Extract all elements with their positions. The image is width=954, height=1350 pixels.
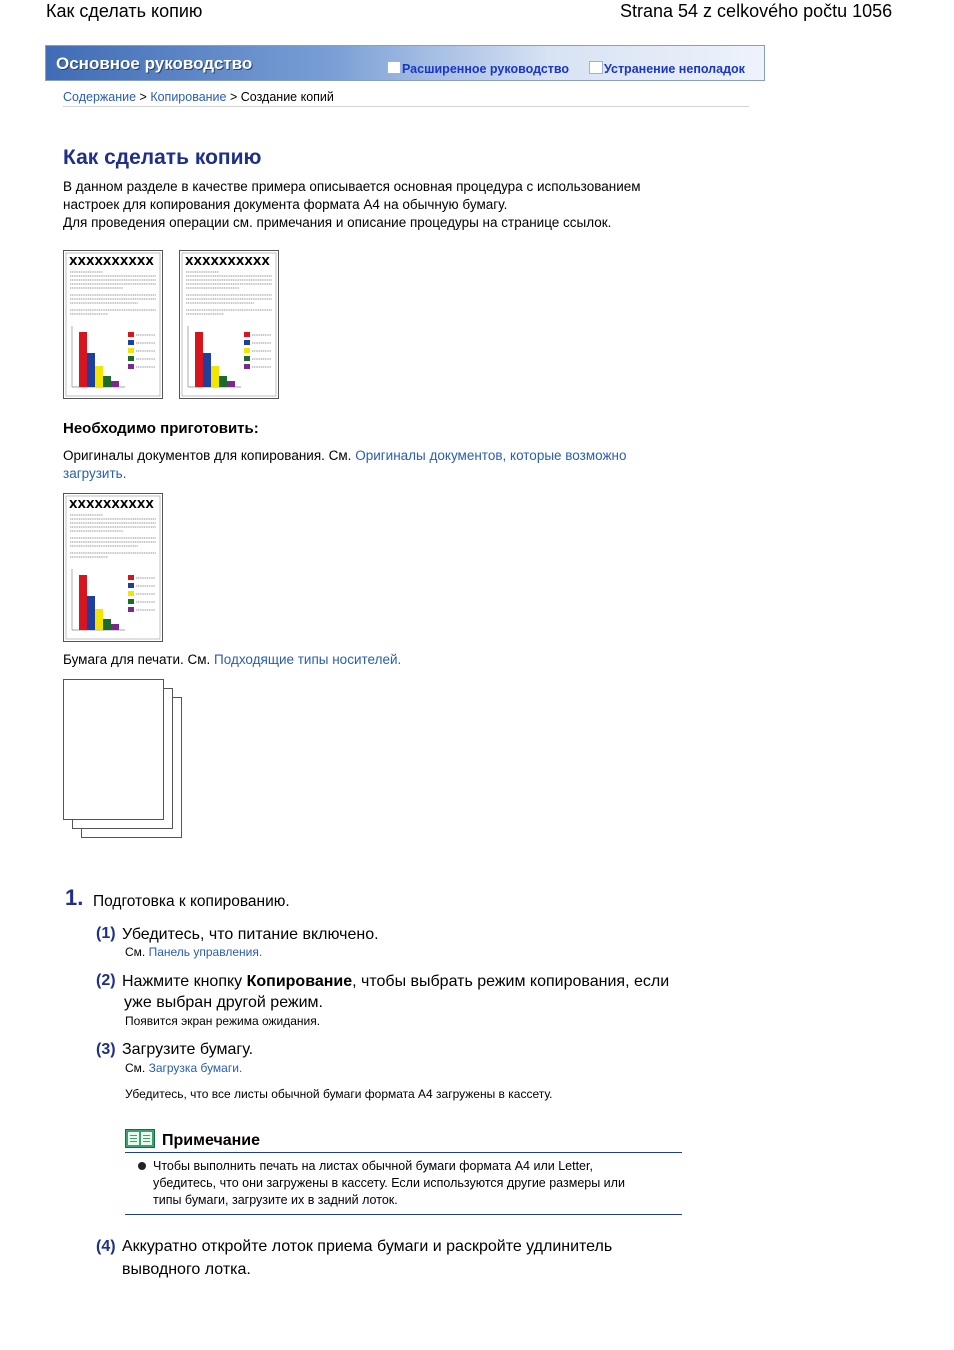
substep-text-part: выводного лотка.: [122, 1261, 251, 1278]
breadcrumb-separator: >: [226, 90, 241, 104]
step-number: 1.: [65, 885, 84, 910]
substep-text-part: Аккуратно откройте лоток приема бумаги и раскройте удлинитель: [122, 1238, 613, 1255]
original-document-illustration: [63, 493, 163, 642]
substep-text: [122, 1235, 742, 1281]
bar-yellow: [95, 609, 103, 630]
document-heading: XXXXXXXXXX: [69, 498, 154, 511]
substep-text: [122, 971, 742, 1013]
note-line: типы бумаги, загрузите их в задний лоток.: [153, 1193, 398, 1207]
note-line: убедитесь, что они загружены в кассету. Если используются другие размеры или: [153, 1176, 625, 1190]
note-top-rule: [125, 1152, 682, 1153]
square-icon: [589, 61, 603, 74]
substep-text-part: Нажмите кнопку: [122, 973, 247, 990]
bar-blue: [87, 353, 95, 387]
document-heading: XXXXXXXXXX: [185, 255, 270, 268]
page-header-title: Как сделать копию: [46, 1, 203, 21]
loadable-originals-link-cont[interactable]: загрузить: [63, 466, 123, 481]
note-bottom-rule: [125, 1214, 682, 1215]
bar-blue: [87, 596, 95, 630]
troubleshooting-label: Устранение неполадок: [604, 62, 745, 76]
troubleshooting-link[interactable]: [589, 61, 745, 76]
note-text: [153, 1158, 673, 1209]
intro-line: В данном разделе в качестве примера описывается основная процедура с использованием: [63, 179, 641, 194]
breadcrumb-copying-link[interactable]: Копирование: [150, 90, 227, 104]
breadcrumb-current: Создание копий: [240, 90, 334, 104]
intro-line: Для проведения операции см. примечания и описание процедуры на странице ссылок.: [63, 215, 612, 230]
intro-text: [63, 178, 723, 232]
bar-red: [79, 332, 87, 387]
bar-purple: [227, 381, 235, 387]
see-label: См.: [125, 1061, 146, 1075]
original-document-illustration: [63, 250, 163, 399]
substep-number: (4): [96, 1238, 116, 1255]
substep-text: Загрузите бумагу.: [122, 1041, 254, 1058]
page-title: Как сделать копию: [63, 146, 262, 169]
media-types-link[interactable]: Подходящие типы носителей: [214, 652, 398, 667]
note-title: Примечание: [162, 1132, 261, 1149]
substep-number: (1): [96, 925, 116, 942]
substep-extra: Убедитесь, что все листы обычной бумаги формата A4 загружены в кассету.: [125, 1087, 553, 1101]
document-heading: XXXXXXXXXX: [69, 255, 154, 268]
originals-text: Оригиналы документов для копирования. См.: [63, 448, 352, 463]
bar-red: [79, 575, 87, 630]
loading-paper-link[interactable]: Загрузка бумаги: [148, 1061, 239, 1075]
substep-text-part: , чтобы выбрать режим копирования, если: [352, 973, 670, 990]
substep-text-part: уже выбран другой режим.: [124, 994, 323, 1011]
breadcrumb-separator: >: [136, 90, 151, 104]
bar-red: [195, 332, 203, 387]
breadcrumb: [63, 90, 334, 104]
advanced-guide-label: Расширенное руководство: [402, 62, 570, 76]
page-counter: Strana 54 z celkového počtu 1056: [620, 1, 893, 21]
substep-text: Убедитесь, что питание включено.: [122, 926, 379, 943]
see-label: См.: [125, 945, 146, 959]
bar-yellow: [211, 366, 219, 387]
intro-line: настроек для копирования документа формата A4 на обычную бумагу.: [63, 197, 508, 212]
bar-yellow: [95, 366, 103, 387]
control-panel-link[interactable]: Панель управления: [148, 945, 259, 959]
advanced-guide-link[interactable]: [387, 61, 569, 76]
banner-title: Основное руководство: [56, 54, 253, 73]
bar-purple: [111, 381, 119, 387]
bullet-icon: [138, 1162, 146, 1170]
breadcrumb-divider: [63, 106, 749, 107]
substep-see: См. Загрузка бумаги.: [125, 1061, 243, 1075]
originals-paragraph: Оригиналы документов для копирования. См. Оригиналы документов, которые возможно загрузить.: [63, 448, 627, 481]
substep-number: (3): [96, 1041, 116, 1058]
paper-paragraph: Бумага для печати. См. Подходящие типы носителей.: [63, 652, 402, 667]
substep-number: (2): [96, 972, 116, 989]
bar-purple: [111, 624, 119, 630]
bar-blue: [203, 353, 211, 387]
prepare-heading: Необходимо приготовить:: [63, 420, 259, 437]
copy-button-label: Копирование: [246, 973, 353, 990]
note-line: Чтобы выполнить печать на листах обычной бумаги формата A4 или Letter,: [153, 1159, 593, 1173]
substep-note: Появится экран режима ожидания.: [125, 1014, 321, 1028]
paper-stack-illustration: [63, 679, 185, 841]
copy-document-illustration: [179, 250, 279, 399]
book-icon: [125, 1129, 155, 1149]
loadable-originals-link[interactable]: Оригиналы документов, которые возможно: [355, 448, 627, 463]
substep-see: См. Панель управления.: [125, 945, 263, 959]
square-icon: [387, 61, 401, 74]
bar-green: [103, 619, 111, 630]
bar-green: [219, 376, 227, 387]
breadcrumb-contents-link[interactable]: Содержание: [63, 90, 137, 104]
manual-banner: [45, 45, 765, 81]
paper-text: Бумага для печати. См.: [63, 652, 211, 667]
bar-green: [103, 376, 111, 387]
step-title: Подготовка к копированию.: [93, 893, 290, 910]
